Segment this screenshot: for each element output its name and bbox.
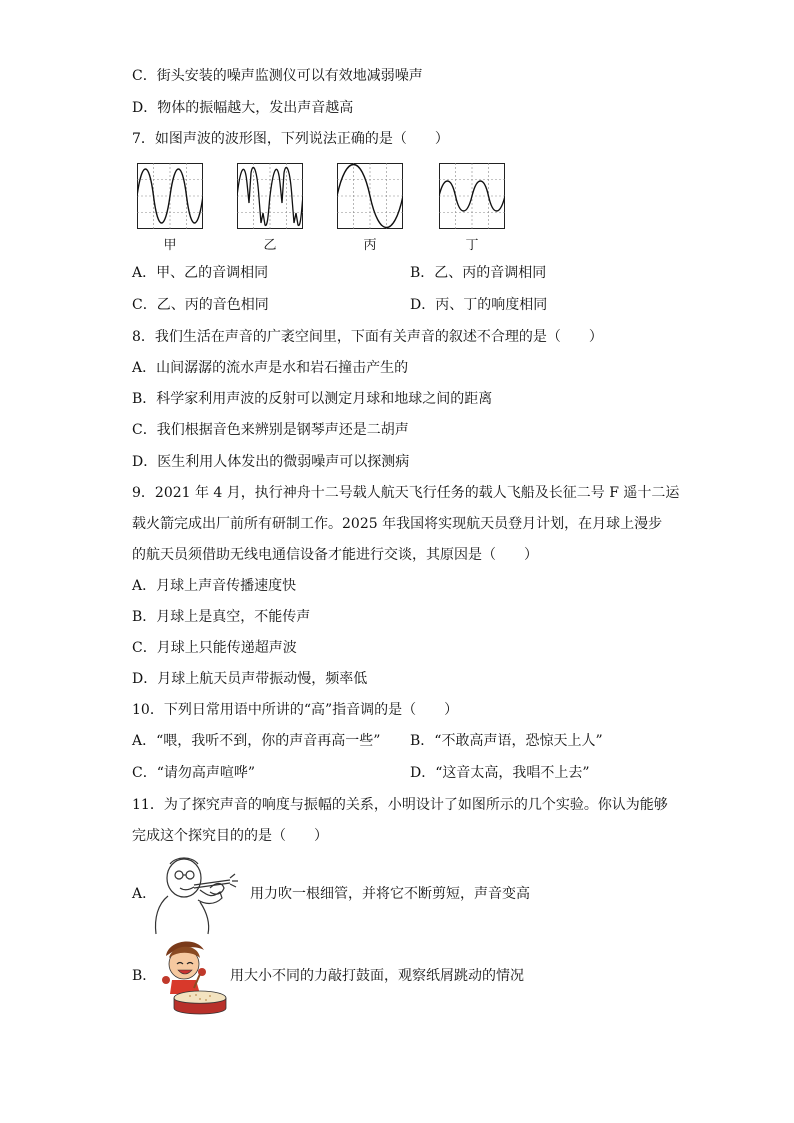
question-9-line-1: 9．2021 年 4 月，执行神舟十二号载人航天飞行任务的载人飞船及长征二号 F 遥十二运 (132, 485, 680, 501)
waveform-label-jia: 甲 (163, 238, 177, 253)
q9-option-b[interactable]: B．月球上是真空，不能传声 (132, 609, 311, 625)
question-11-line-1: 11．为了探究声音的响度与振幅的关系，小明设计了如图所示的几个实验。你认为能够 (132, 797, 668, 813)
q7-option-a[interactable]: A．甲、乙的音调相同 (132, 265, 269, 281)
q8-option-b[interactable]: B．科学家利用声波的反射可以测定月球和地球之间的距离 (132, 391, 493, 407)
waveform-label-ding: 丁 (465, 238, 479, 253)
q9-option-a[interactable]: A．月球上声音传播速度快 (132, 578, 297, 594)
q7-option-b[interactable]: B．乙、丙的音调相同 (410, 265, 547, 281)
q8-option-c[interactable]: C．我们根据音色来辨别是钢琴声还是二胡声 (132, 422, 409, 438)
waveform-ding (439, 163, 505, 229)
boy-drumming-illustration (152, 938, 232, 1016)
q11-option-a-letter[interactable]: A． (132, 886, 157, 902)
q11-option-a-text: 用力吹一根细管，并将它不断剪短，声音变高 (250, 886, 530, 902)
q10-option-a[interactable]: A．“喂，我听不到，你的声音再高一些” (132, 733, 381, 749)
line-d6: D．物体的振幅越大，发出声音越高 (132, 100, 354, 116)
question-9-line-2: 载火箭完成出厂前所有研制工作。2025 年我国将实现航天员登月计划，在月球上漫步 (132, 516, 663, 532)
question-7: 7．如图声波的波形图，下列说法正确的是（ ） (132, 131, 449, 147)
q7-option-d[interactable]: D．丙、丁的响度相同 (410, 297, 548, 313)
q8-option-a[interactable]: A．山间潺潺的流水声是水和岩石撞击产生的 (132, 360, 409, 376)
question-9-line-3: 的航天员须借助无线电通信设备才能进行交谈，其原因是（ ） (132, 547, 538, 563)
q11-option-b-text: 用大小不同的力敲打鼓面，观察纸屑跳动的情况 (230, 968, 524, 984)
q9-option-c[interactable]: C．月球上只能传递超声波 (132, 640, 297, 656)
q7-option-c[interactable]: C．乙、丙的音色相同 (132, 297, 269, 313)
q10-option-b[interactable]: B．“不敢高声语，恐惊天上人” (410, 733, 603, 749)
question-8: 8．我们生活在声音的广袤空间里，下面有关声音的叙述不合理的是（ ） (132, 329, 603, 345)
q9-option-d[interactable]: D．月球上航天员声带振动慢，频率低 (132, 671, 368, 687)
q8-option-d[interactable]: D．医生利用人体发出的微弱噪声可以探测病 (132, 454, 410, 470)
waveform-yi (237, 163, 303, 229)
waveform-label-bing: 丙 (363, 238, 377, 253)
line-c6: C．街头安装的噪声监测仪可以有效地减弱噪声 (132, 68, 423, 84)
q11-option-b-letter[interactable]: B． (132, 968, 157, 984)
question-11-line-2: 完成这个探究目的的是（ ） (132, 828, 328, 844)
q10-option-d[interactable]: D．“这音太高，我唱不上去” (410, 765, 590, 781)
q10-option-c[interactable]: C．“请勿高声喧哗” (132, 765, 256, 781)
waveform-jia (137, 163, 203, 229)
question-10: 10．下列日常用语中所讲的“高”指音调的是（ ） (132, 702, 459, 718)
waveform-label-yi: 乙 (263, 238, 277, 253)
waveform-bing (337, 163, 403, 229)
man-blowing-tube-illustration (150, 852, 248, 936)
